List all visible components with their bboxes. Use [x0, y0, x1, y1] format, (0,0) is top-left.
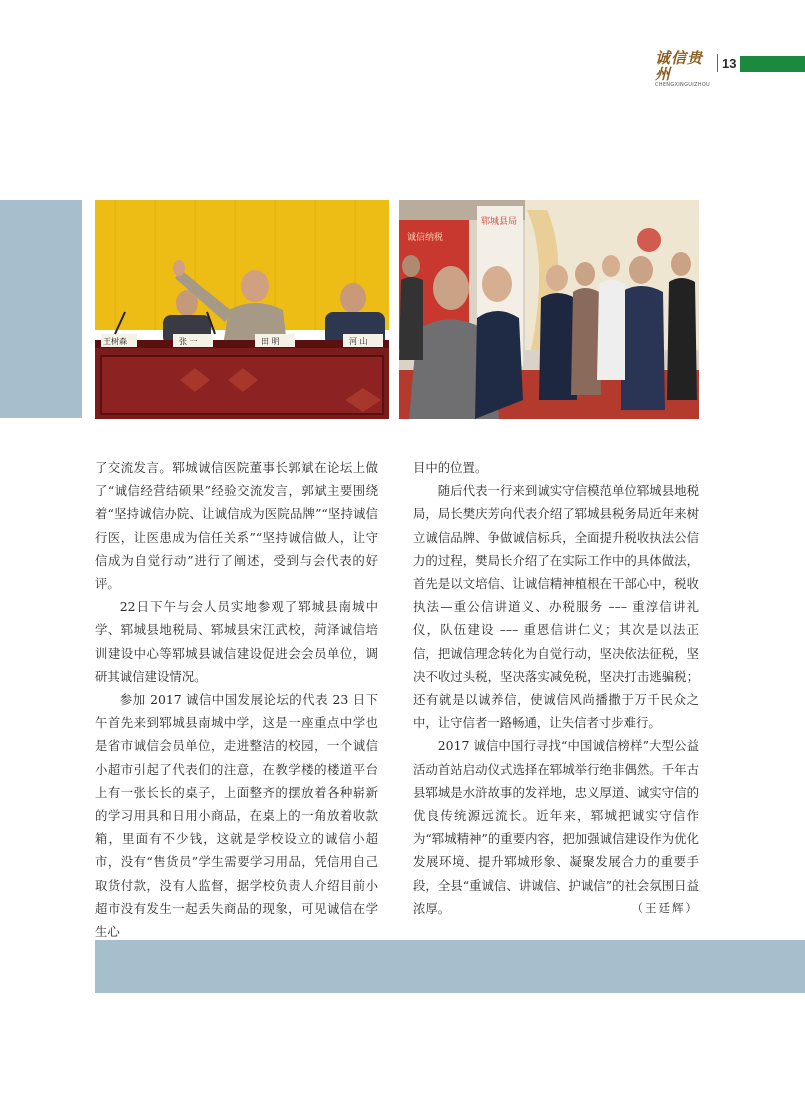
magazine-logo	[655, 49, 717, 88]
paragraph: 参加 2017 诚信中国发展论坛的代表 23 日下午首先来到郓城县南城中学，这是一座重点中学也是省市诚信会员单位，走进整洁的校园，一个诚信小超市引起了代表们的注意，在教学楼的楼道平台上有一张长长的桌子，上面整齐的摆放着各种崭新的学习用具和日用小商品，在桌上的一角放着收款箱，里面有不少钱，这就是学校设立的诚信小超市，没有“售货员”学生需要学习用品，凭信用自己取货付款，没有人监督，据学校负责人介绍目前小超市没有发生一起丢失商品的现象，可见诚信在学生心	[95, 692, 378, 940]
page-number: 13	[722, 56, 737, 71]
header-divider	[717, 54, 718, 72]
photo-exhibition-visit	[399, 200, 699, 419]
paragraph: 了交流发言。郓城诚信医院董事长郭斌在论坛上做了“诚信经营结硕果”经验交流发言，郭斌主要围绕着“坚持诚信办院、让诚信成为医院品牌”“坚持诚信行医，让医患成为信任关系”“坚持诚信做人，让守信成为自觉行动”进行了阐述，受到与会代表的好评。	[95, 460, 378, 592]
bottom-decor-band	[95, 940, 805, 993]
logo-pinyin: CHENGXINGUIZHOU	[655, 82, 710, 88]
name-card-1: 王树森	[103, 337, 127, 346]
paragraph-with-byline	[413, 734, 699, 920]
wall-text: 诚信纳税	[407, 233, 444, 243]
photo-conference-stage	[95, 200, 389, 419]
side-decor-block	[0, 200, 82, 418]
paragraph: 随后代表一行来到诚实守信模范单位郓城县地税局，局长樊庆芳向代表介绍了郓城县税务局近年来树立诚信品牌、争做诚信标兵，全面提升税收执法公信力的过程，樊局长介绍了在实际工作中的具体做法，首先是以文培信、让诚信精神植根在干部心中，税收执法—重公信讲道义、办税服务 ––– 重淳信讲礼仪，队伍建设 ––– 重恩信讲仁义；其次是以法正信，把诚信理念转化为自觉行动，坚决依法征税，坚决不收过头税，坚决落实减免税，坚决打击逃骗税；还有就是以诚养信，使诚信风尚播撒于万千民众之中，让守信者一路畅通，让失信者寸步难行。	[413, 483, 699, 731]
article-column-left	[95, 456, 378, 943]
logo-chinese: 诚信贵州	[655, 49, 704, 83]
name-card-4: 河 山	[349, 337, 368, 346]
paragraph: 22日下午与会人员实地参观了郓城县南城中学、郓城县地税局、郓城县宋江武校，菏泽诚信培训建设中心等郓城县诚信建设促进会会员单位，调研其诚信建设情况。	[95, 599, 378, 684]
paragraph: 目中的位置。	[413, 460, 488, 475]
paragraph-text: 2017 诚信中国行寻找“中国诚信榜样”大型公益活动首站启动仪式选择在郓城举行绝非偶然。千年古县郓城是水浒故事的发祥地，忠义厚道、诚实守信的优良传统源远流长。近年来，郓城把诚实守信作为“郓城精神”的重要内容，把加强诚信建设作为优化发展环境、提升郓城形象、凝聚发展合力的重要手段，全县“重诚信、讲诚信、护诚信”的社会氛围日益浓厚。	[413, 738, 699, 916]
author-byline: （王廷辉）	[631, 900, 699, 915]
name-card-3: 田 明	[261, 337, 280, 346]
header-accent-bar	[740, 56, 805, 72]
wall-sign: 郓城县局	[481, 217, 518, 227]
article-column-right	[413, 456, 699, 920]
name-card-2: 张 一	[179, 337, 198, 346]
